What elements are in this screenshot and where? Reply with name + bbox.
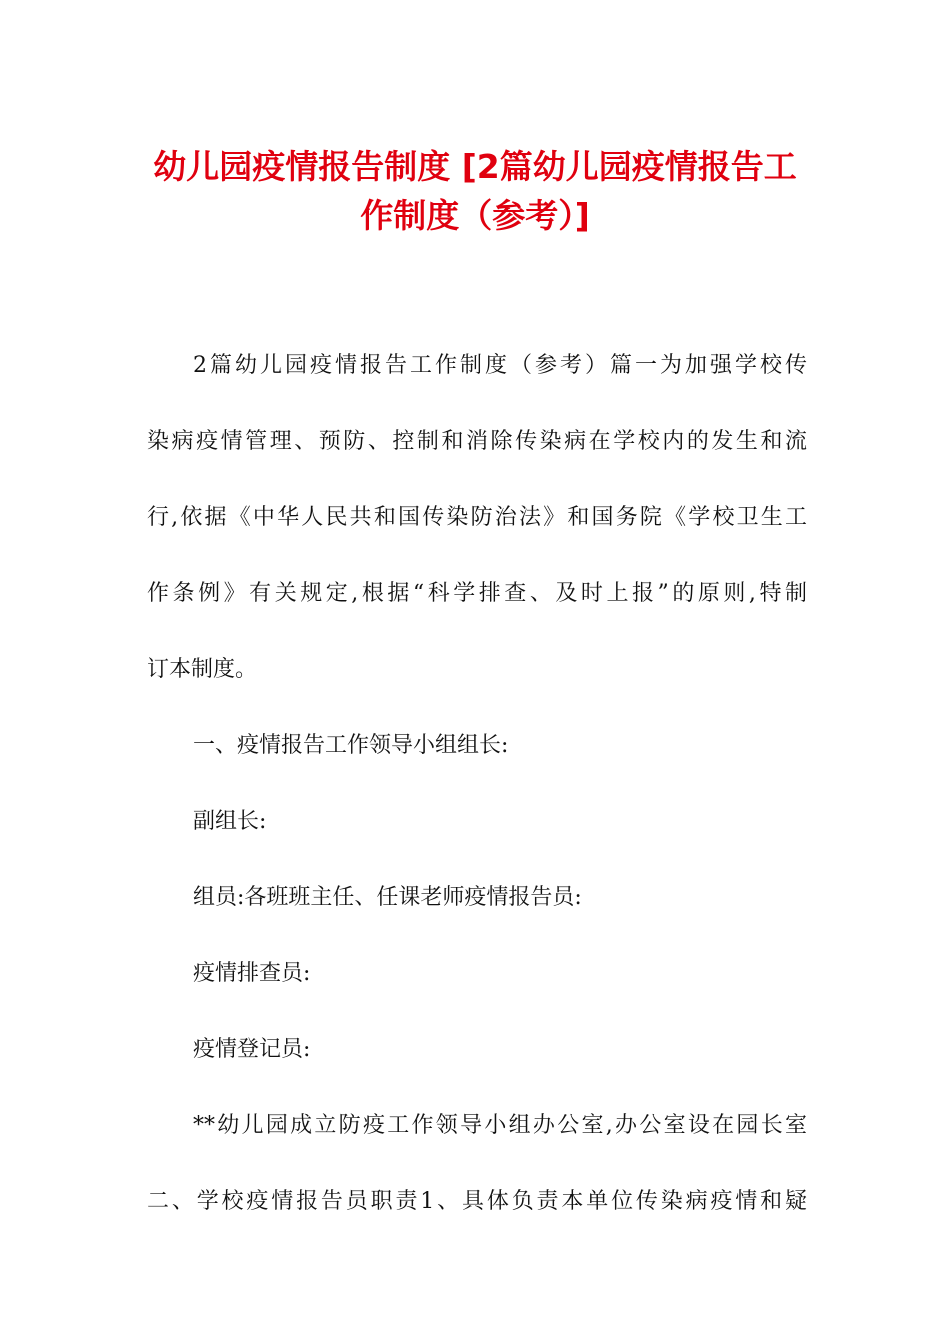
section-heading: 一、疫情报告工作领导小组组长: [193,733,509,758]
paragraph-line: 疫情排查员: [193,961,311,986]
paragraph-line: 行,依据《中华人民共和国传染防治法》和国务院《学校卫生工 [147,505,807,530]
paragraph-line: 副组长: [193,809,267,834]
paragraph-line: 2篇幼儿园疫情报告工作制度（参考）篇一为加强学校传 [193,353,807,378]
paragraph-line: 二、学校疫情报告员职责1、具体负责本单位传染病疫情和疑 [147,1189,807,1214]
paragraph-line: 订本制度。 [147,657,258,682]
paragraph-line: 组员:各班班主任、任课老师疫情报告员: [193,885,582,910]
paragraph-line: 染病疫情管理、预防、控制和消除传染病在学校内的发生和流 [147,429,807,454]
paragraph-line: 作条例》有关规定,根据“科学排查、及时上报”的原则,特制 [147,581,807,606]
paragraph-line: **幼儿园成立防疫工作领导小组办公室,办公室设在园长室 [193,1113,807,1138]
title-line-2: 作制度（参考）] [360,196,590,235]
document-title [120,142,830,240]
paragraph-line: 疫情登记员: [193,1037,311,1062]
title-line-1: 幼儿园疫情报告制度 [2篇幼儿园疫情报告工 [153,147,797,186]
document-body [147,328,807,1240]
